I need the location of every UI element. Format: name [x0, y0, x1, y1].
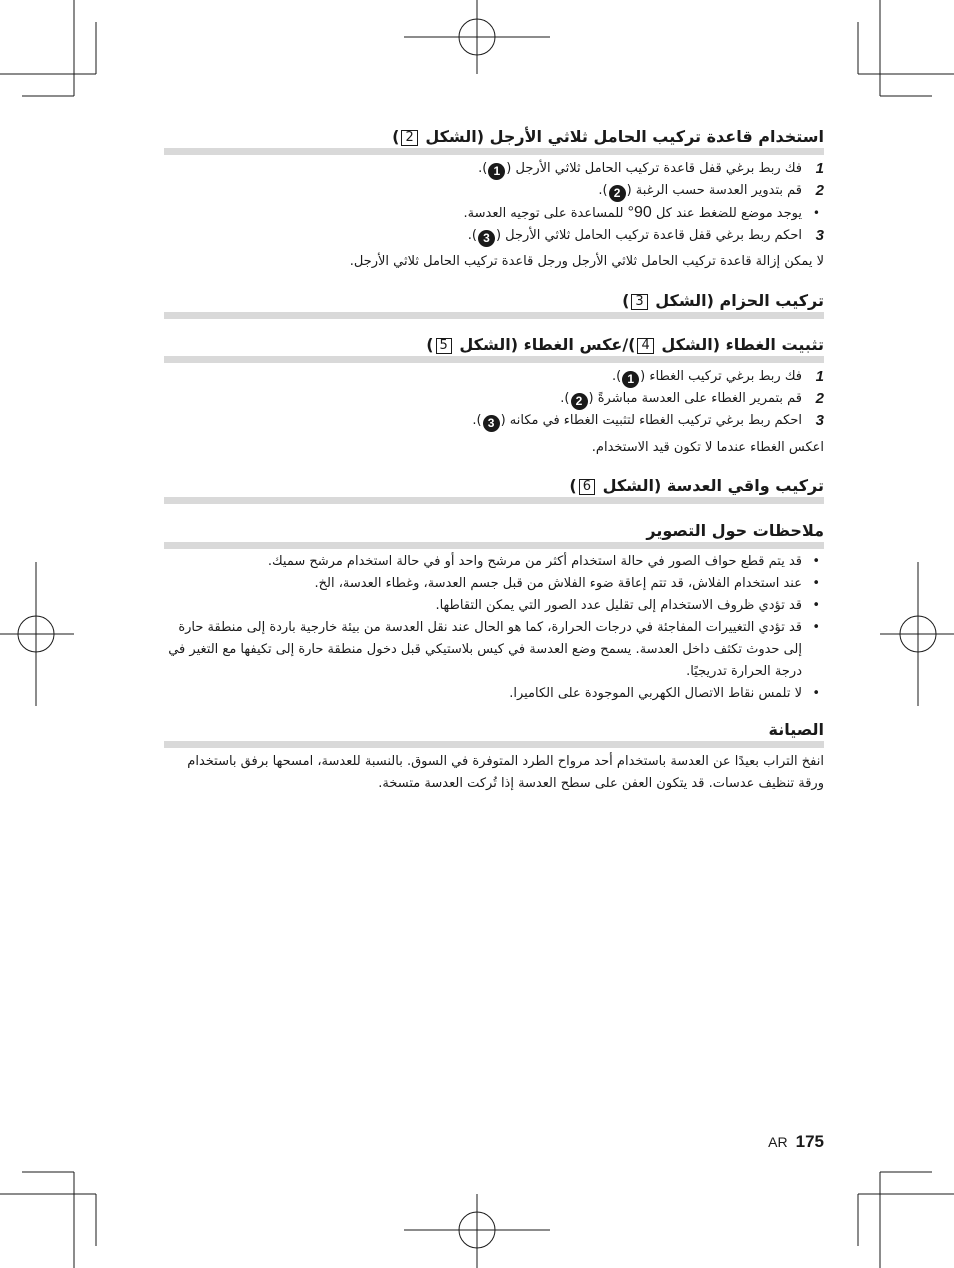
- heading-mid: )/عكس الغطاء (الشكل: [459, 335, 636, 354]
- step-number: 3: [815, 412, 824, 429]
- bullet-icon: •: [812, 576, 820, 591]
- list-item: [164, 410, 824, 432]
- notes-list: [164, 551, 824, 705]
- section-shooting-notes: [164, 520, 824, 705]
- step-end: ).: [472, 413, 482, 428]
- callout-number-icon: 2: [609, 185, 626, 202]
- list-item: [164, 573, 824, 595]
- heading-close: ): [569, 476, 577, 495]
- section-note: لا يمكن إزالة قاعدة تركيب الحامل ثلاثي الأرجل ورجل قاعدة تركيب الحامل ثلاثي الأرجل.: [349, 254, 824, 269]
- figure-number-box: 4: [637, 338, 653, 354]
- list-item: [164, 180, 824, 202]
- list-item: [164, 551, 824, 573]
- list-item: [164, 617, 824, 683]
- step-end: ).: [611, 369, 622, 384]
- step-text: احكم ربط برغي تركيب الغطاء لتثبيت الغطاء في مكانه (: [500, 413, 802, 428]
- note-text: قد تؤدي ظروف الاستخدام إلى تقليل عدد الصور التي يمكن التقاطها.: [435, 598, 802, 613]
- heading-text: ملاحظات حول التصوير: [646, 521, 824, 540]
- list-item: [164, 225, 824, 247]
- section-heading: [164, 520, 824, 549]
- list-item: [164, 202, 824, 225]
- step-end: ).: [478, 161, 488, 176]
- heading-text: تركيب الحزام (الشكل: [655, 291, 824, 310]
- section-strap: [164, 290, 824, 319]
- callout-number-icon: 1: [488, 163, 505, 180]
- list-item: [164, 366, 824, 388]
- bullet-icon: •: [812, 598, 820, 613]
- step-number: 2: [815, 182, 824, 199]
- note-text: لا تلمس نقاط الاتصال الكهربي الموجودة على الكاميرا.: [509, 686, 802, 701]
- step-text: قم بتدوير العدسة حسب الرغبة (: [626, 183, 802, 198]
- step-text: احكم ربط برغي قفل قاعدة تركيب الحامل ثلاثي الأرجل (: [495, 228, 802, 243]
- list-item: [164, 595, 824, 617]
- degree-value: 90°: [627, 204, 652, 221]
- section-heading: [164, 334, 824, 363]
- note-text: قد يتم قطع حواف الصور في حالة استخدام أكثر من مرشح واحد أو في حالة استخدام مرشح سميك.: [267, 554, 802, 569]
- figure-number-box: 3: [631, 294, 647, 310]
- figure-number-box: 2: [401, 130, 417, 146]
- heading-close: ): [426, 335, 434, 354]
- step-end: ).: [560, 391, 570, 406]
- section-heading: [164, 719, 824, 748]
- step-end: ).: [598, 183, 608, 198]
- section-heading: [164, 475, 824, 504]
- step-text: يوجد موضع للضغط عند كل: [651, 206, 802, 221]
- figure-number-box: 5: [436, 338, 452, 354]
- callout-number-icon: 2: [571, 393, 588, 410]
- step-list: [164, 366, 824, 432]
- heading-text: تركيب واقي العدسة (الشكل: [602, 476, 824, 495]
- list-item: [164, 388, 824, 410]
- figure-number-box: 6: [579, 479, 595, 495]
- page-footer: [768, 1132, 824, 1152]
- list-item: [164, 158, 824, 180]
- note-text: عند استخدام الفلاش، قد تتم إعاقة ضوء الفلاش من قبل جسم العدسة، وغطاء العدسة، الخ.: [314, 576, 802, 591]
- callout-number-icon: 3: [478, 230, 495, 247]
- section-tripod-mount: [164, 126, 824, 273]
- section-note: اعكس الغطاء عندما لا تكون قيد الاستخدام.: [591, 440, 824, 455]
- step-text: قم بتمرير الغطاء على العدسة مباشرةً (: [588, 391, 802, 406]
- manual-content: [164, 126, 824, 795]
- section-maintenance: [164, 719, 824, 795]
- step-number: 1: [815, 368, 824, 385]
- step-number: 1: [815, 160, 824, 177]
- step-number: 3: [815, 227, 824, 244]
- list-item: [164, 683, 824, 705]
- section-hood: [164, 334, 824, 459]
- bullet-icon: •: [812, 554, 820, 569]
- note-text: قد تؤدي التغييرات المفاجئة في درجات الحرارة، كما هو الحال عند نقل العدسة من بيئة خارجية باردة إلى منطقة حارة إلى حدوث تكثف داخل العدسة. يسمح وضع العدسة في كيس بلاستيكي قبل دخول منطقة حارة إلى تكيفها مع التغير في درجة الحرارة تدريجيًا.: [168, 620, 802, 679]
- step-end: ).: [467, 228, 477, 243]
- bullet-icon: •: [812, 686, 820, 701]
- section-lens-hood: [164, 475, 824, 504]
- section-heading: [164, 290, 824, 319]
- section-note: انفخ التراب بعيدًا عن العدسة باستخدام أحد مرواح الطرد المتوفرة في السوق. بالنسبة للعدسة، امسحها برفق باستخدام ورقة تنظيف عدسات. قد يتكون العفن على سطح العدسة إذا تُركت العدسة متسخة.: [187, 754, 824, 791]
- step-end: للمساعدة على توجيه العدسة.: [463, 206, 628, 221]
- heading-text: الصيانة: [768, 720, 824, 739]
- language-code: AR: [768, 1134, 788, 1150]
- step-text: فك ربط برغي قفل قاعدة تركيب الحامل ثلاثي الأرجل (: [506, 161, 802, 176]
- section-heading: [164, 126, 824, 155]
- step-number: 2: [815, 390, 824, 407]
- callout-number-icon: 3: [483, 415, 500, 432]
- step-text: فك ربط برغي تركيب الغطاء (: [640, 369, 802, 384]
- heading-text: استخدام قاعدة تركيب الحامل ثلاثي الأرجل (الشكل: [425, 127, 824, 146]
- heading-text: تثبيت الغطاء (الشكل: [661, 335, 824, 354]
- heading-close: ): [392, 127, 400, 146]
- step-list: [164, 158, 824, 247]
- bullet-icon: •: [812, 620, 820, 635]
- page-number: 175: [795, 1132, 824, 1151]
- heading-close: ): [622, 291, 630, 310]
- bullet-icon: •: [812, 206, 820, 220]
- callout-number-icon: 1: [622, 371, 639, 388]
